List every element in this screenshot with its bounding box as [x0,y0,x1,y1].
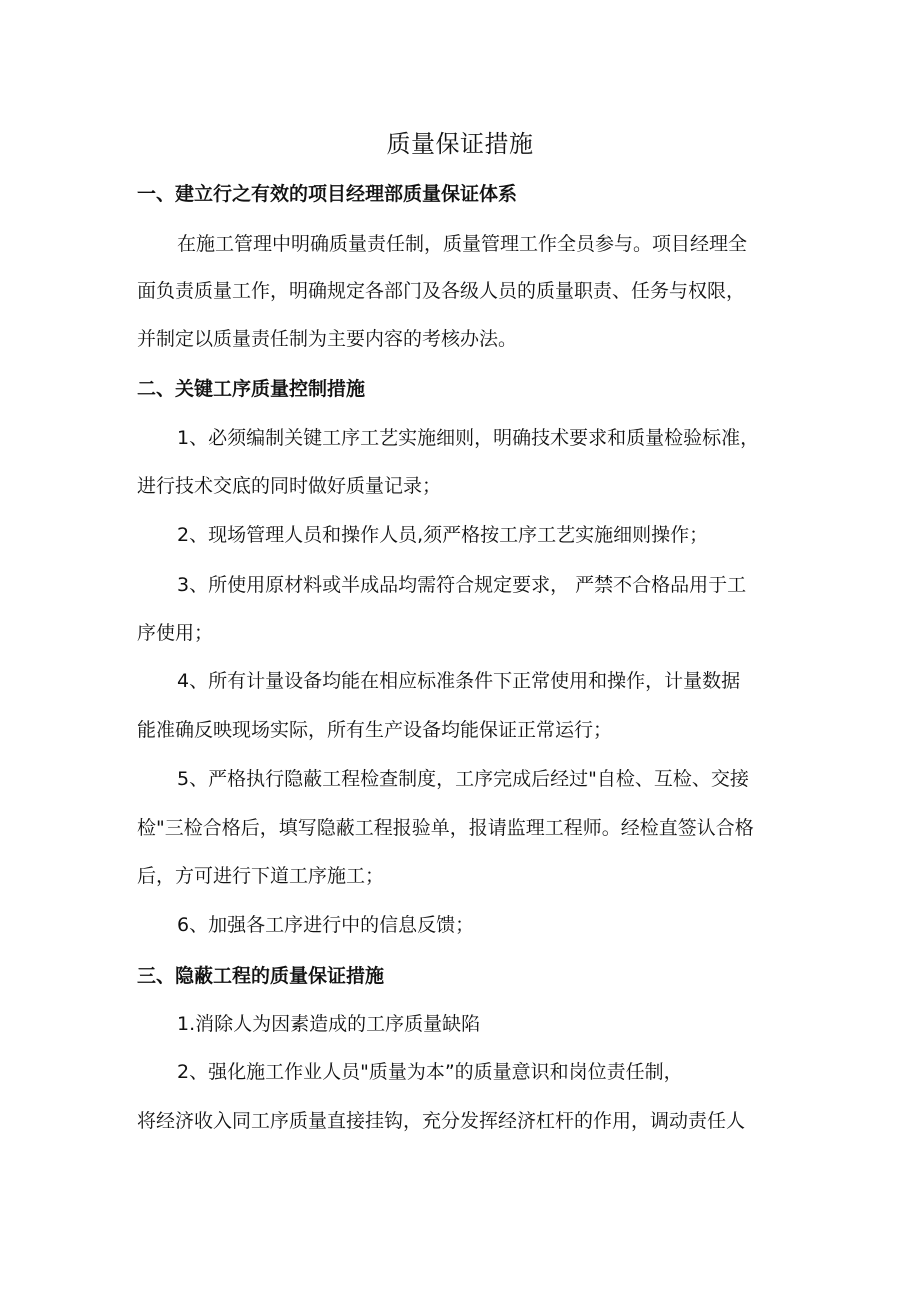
document-title: 质量保证措施 [386,130,534,158]
section-3-item-2-line-1: 2、强化施工作业人员"质量为本”的质量意识和岗位责任制， [177,1061,683,1083]
section-3-item-2-line-2: 将经济收入同工序质量直接挂钩，充分发挥经济杠杆的作用，调动责任人 [137,1110,746,1132]
section-2-item-5-line-1: 5、严格执行隐蔽工程检查制度，工序完成后经过"自检、互检、交接 [177,768,749,790]
section-2-item-1-line-1: 1、必须编制关键工序工艺实施细则，明确技术要求和质量检验标准， [177,427,760,449]
section-2-item-3-line-2: 序使用； [137,622,214,644]
section-2-item-4-line-2: 能准确反映现场实际，所有生产设备均能保证正常运行； [137,719,613,741]
section-1-line-3: 并制定以质量责任制为主要内容的考核办法。 [137,328,518,350]
section-heading-2: 二、关键工序质量控制措施 [137,378,366,400]
section-2-item-2: 2、现场管理人员和操作人员,须严格按工序工艺实施细则操作； [177,524,709,546]
section-2-item-6: 6、加强各工序进行中的信息反馈； [177,914,475,936]
section-2-item-5-line-3: 后，方可进行下道工序施工； [137,865,385,887]
section-3-item-1: 1.消除人为因素造成的工序质量缺陷 [177,1013,481,1035]
section-2-item-3-line-1: 3、所使用原材料或半成品均需符合规定要求， 严禁不合格品用于工 [177,574,747,596]
section-heading-3: 三、隐蔽工程的质量保证措施 [137,965,385,987]
section-heading-1: 一、建立行之有效的项目经理部质量保证体系 [137,183,518,205]
section-1-line-1: 在施工管理中明确质量责任制，质量管理工作全员参与。项目经理全 [177,233,748,255]
section-1-line-2: 面负责质量工作，明确规定各部门及各级人员的质量职责、任务与权限， [137,280,746,302]
section-2-item-5-line-2: 检"三检合格后，填写隐蔽工程报验单，报请监理工程师。经检直签认合格 [137,817,754,839]
section-2-item-1-line-2: 进行技术交底的同时做好质量记录； [137,475,442,497]
section-2-item-4-line-1: 4、所有计量设备均能在相应标准条件下正常使用和操作，计量数据 [177,670,741,692]
